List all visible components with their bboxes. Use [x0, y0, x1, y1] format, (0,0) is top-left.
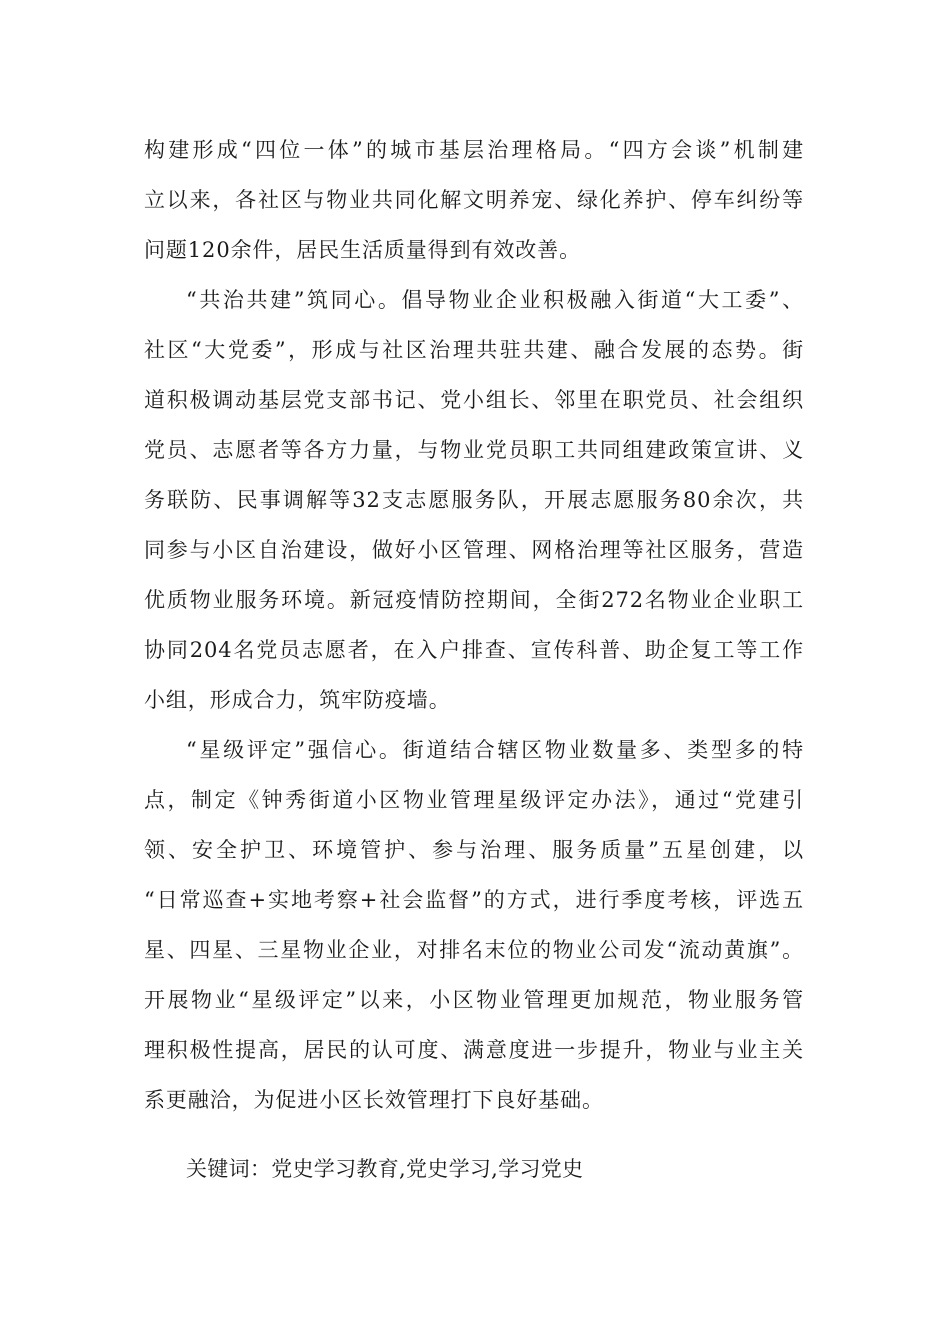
text-line: 星、四星、三星物业企业，对排名末位的物业公司发“流动黄旗”。: [144, 938, 804, 962]
text-line: 道积极调动基层党支部书记、党小组长、邻里在职党员、社会组织: [144, 388, 804, 412]
text-line: 小组，形成合力，筑牢防疫墙。: [144, 688, 451, 712]
text-line: 开展物业“星级评定”以来，小区物业管理更加规范，物业服务管: [144, 988, 804, 1012]
text-line: 务联防、民事调解等32支志愿服务队，开展志愿服务80余次，共: [144, 488, 804, 512]
keywords-line: 关键词：党史学习教育,党史学习,学习党史: [186, 1157, 584, 1181]
paragraph-start-line: “共治共建”筑同心。倡导物业企业积极融入街道“大工委”、: [186, 288, 804, 312]
text-line: 优质物业服务环境。新冠疫情防控期间，全街272名物业企业职工: [144, 588, 804, 612]
text-line: 构建形成“四位一体”的城市基层治理格局。“四方会谈”机制建: [144, 138, 804, 162]
text-line: 协同204名党员志愿者，在入户排查、宣传科普、助企复工等工作: [144, 638, 804, 662]
text-line: 系更融洽，为促进小区长效管理打下良好基础。: [144, 1088, 604, 1112]
text-line: 立以来，各社区与物业共同化解文明养宠、绿化养护、停车纠纷等: [144, 188, 804, 212]
text-line: 党员、志愿者等各方力量，与物业党员职工共同组建政策宣讲、义: [144, 438, 804, 462]
text-line: 理积极性提高，居民的认可度、满意度进一步提升，物业与业主关: [144, 1038, 804, 1062]
text-line: “日常巡查+实地考察+社会监督”的方式，进行季度考核，评选五: [144, 888, 804, 912]
text-line: 领、安全护卫、环境管护、参与治理、服务质量”五星创建，以: [144, 838, 804, 862]
text-line: 点，制定《钟秀街道小区物业管理星级评定办法》，通过“党建引: [144, 788, 804, 812]
text-line: 同参与小区自治建设，做好小区管理、网格治理等社区服务，营造: [144, 538, 804, 562]
text-line: 社区“大党委”，形成与社区治理共驻共建、融合发展的态势。街: [144, 338, 804, 362]
text-line: 问题120余件，居民生活质量得到有效改善。: [144, 238, 581, 262]
paragraph-start-line: “星级评定”强信心。街道结合辖区物业数量多、类型多的特: [186, 738, 804, 762]
